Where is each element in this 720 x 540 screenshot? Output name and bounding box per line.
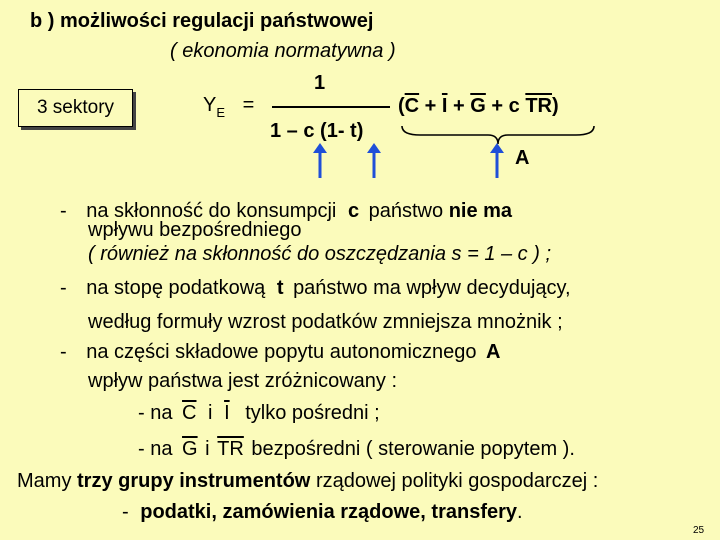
open-paren: (: [398, 95, 405, 117]
conclusion-dash: -: [122, 501, 129, 523]
heading-line2: ( ekonomia normatywna ): [170, 40, 396, 62]
page-number: 25: [693, 525, 705, 536]
bullet1-bold: nie ma: [448, 200, 513, 222]
bullet2-dash: -: [60, 277, 67, 299]
conclusion-bold: trzy grupy instrumentów: [77, 470, 311, 492]
bullet1-mid: państwo: [368, 200, 444, 222]
conclusion-period: .: [517, 501, 523, 523]
bullet2-line2: według formuły wzrost podatków zmniejsza mnożnik ;: [88, 311, 563, 333]
sectors-label: 3 sektory: [36, 97, 115, 118]
sub2-G: $\overline{G}$: [182, 438, 198, 460]
bullet3-sub2: [138, 438, 575, 461]
sub2-pre: - na: [138, 438, 173, 460]
symbol-G: $\overline{G}$: [470, 95, 486, 117]
close-paren: ): [552, 95, 559, 117]
bullet3-sub1: [138, 402, 380, 425]
bullet1-dash: -: [60, 200, 67, 222]
symbol-TR: $\overline{TR}$: [525, 95, 552, 117]
arrow-up-icon: [367, 143, 381, 179]
denom-prefix: 1 –: [270, 120, 304, 142]
sub1-C: $\overline{C}$: [182, 402, 197, 424]
ye-sub: E: [216, 105, 226, 120]
bullet1-line2: wpływu bezpośredniego: [88, 219, 302, 241]
symbol-A: A: [515, 147, 530, 169]
bullet3-pre: na części składowe popytu autonomicznego: [86, 341, 477, 363]
sub2-TR: $\overline{TR}$: [217, 438, 244, 460]
sub1-post: tylko pośredni ;: [245, 402, 380, 424]
bullet2-t: t: [276, 277, 284, 299]
denom-c: c: [303, 120, 315, 142]
sub1-i: i: [208, 402, 213, 424]
symbol-C: $\overline{C}$: [404, 95, 420, 117]
sub2-post: bezpośredni ( sterowanie popytem ).: [251, 438, 575, 460]
sub1-I: $\overline{I}$: [224, 402, 230, 424]
bullet1-pre: na skłonność do konsumpcji: [86, 200, 337, 222]
conclusion-line1: [17, 470, 598, 493]
plus1: +: [419, 95, 442, 117]
bullet2-line1: [60, 277, 571, 300]
bullet1-line3: ( również na skłonność do oszczędzania s = 1 – c ) ;: [88, 243, 552, 265]
equals-sign: =: [242, 94, 255, 116]
sectors-box: [18, 89, 133, 127]
bullet1-c: c: [347, 200, 360, 222]
bullet3-line2: wpływ państwa jest zróżnicowany :: [88, 370, 398, 392]
conclusion-post: rządowej polityki gospodarczej :: [315, 470, 599, 492]
bullet3-line1: [60, 341, 500, 364]
symbol-I: $\overline{I}$: [441, 95, 448, 117]
plus3: + c: [485, 95, 526, 117]
heading-line1: b ) możliwości regulacji państwowej: [30, 10, 374, 32]
denom-rest: (1- t): [314, 120, 364, 142]
arrow-up-icon: [490, 143, 504, 179]
sub2-i: i: [205, 438, 210, 460]
formula-denominator: [270, 120, 363, 143]
sub1-pre: - na: [138, 402, 173, 424]
bullet2-post: państwo ma wpływ decydujący,: [293, 277, 571, 299]
fraction-line: [272, 106, 390, 108]
formula-autonomous: [398, 95, 559, 118]
conclusion-instruments: podatki, zamówienia rządowe, transfery: [140, 501, 518, 523]
conclusion-line2: [122, 501, 523, 524]
bullet3-dash: -: [60, 341, 67, 363]
conclusion-pre: Mamy: [17, 470, 72, 492]
ye-main: Y: [203, 94, 217, 116]
formula-ye: [203, 94, 255, 120]
arrow-up-icon: [313, 143, 327, 179]
formula-numerator: 1: [314, 72, 326, 94]
plus2: +: [447, 95, 471, 117]
bullet2-pre: na stopę podatkową: [86, 277, 266, 299]
bullet3-A: A: [486, 341, 501, 363]
